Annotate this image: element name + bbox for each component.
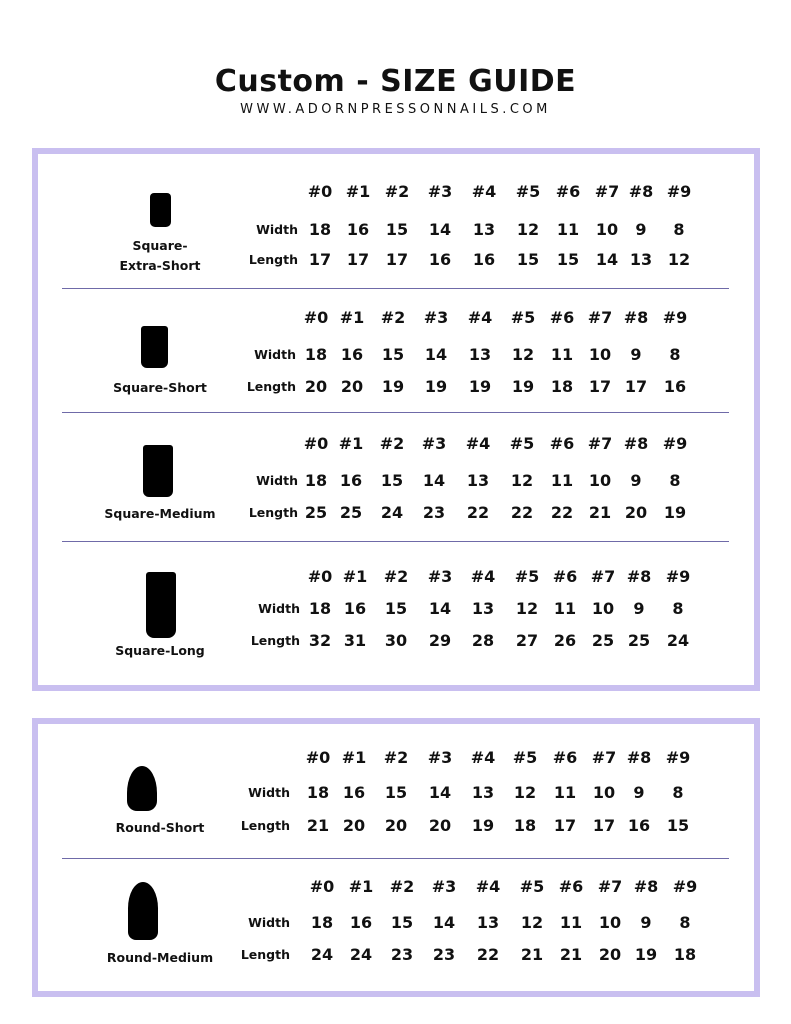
- length-value: 25: [304, 503, 328, 522]
- shape-label: Round-Medium: [106, 950, 214, 965]
- length-value: 24: [666, 631, 690, 650]
- size-label: #4: [470, 748, 496, 767]
- size-label: #8: [626, 567, 652, 586]
- size-label: #3: [427, 748, 453, 767]
- length-value: 14: [595, 250, 619, 269]
- width-value: 12: [520, 913, 544, 932]
- length-value: 20: [598, 945, 622, 964]
- size-label: #0: [303, 308, 329, 327]
- length-value: 30: [384, 631, 408, 650]
- width-value: 13: [476, 913, 500, 932]
- size-label: #5: [512, 748, 538, 767]
- width-value: 18: [304, 471, 328, 490]
- width-value: 10: [588, 345, 612, 364]
- size-label: #0: [307, 567, 333, 586]
- width-row-label: Width: [256, 473, 298, 488]
- length-value: 19: [663, 503, 687, 522]
- width-value: 13: [471, 783, 495, 802]
- shape-label: Square-Long: [115, 643, 205, 658]
- size-label: #5: [515, 182, 541, 201]
- length-value: 19: [511, 377, 535, 396]
- shape-label: Square-Short: [113, 380, 207, 395]
- length-row-label: Length: [248, 505, 298, 520]
- divider: [62, 412, 729, 413]
- length-value: 27: [515, 631, 539, 650]
- length-value: 18: [550, 377, 574, 396]
- length-value: 25: [627, 631, 651, 650]
- size-label: #6: [552, 567, 578, 586]
- square-long-nail-icon: [146, 572, 176, 638]
- length-value: 25: [339, 503, 363, 522]
- length-value: 32: [308, 631, 332, 650]
- size-label: #1: [338, 434, 364, 453]
- size-label: #3: [427, 567, 453, 586]
- length-value: 17: [588, 377, 612, 396]
- size-label: #2: [389, 877, 415, 896]
- size-label: #0: [307, 182, 333, 201]
- size-label: #6: [549, 434, 575, 453]
- width-value: 16: [339, 471, 363, 490]
- length-value: 24: [310, 945, 334, 964]
- length-value: 19: [381, 377, 405, 396]
- size-label: #5: [509, 434, 535, 453]
- width-value: 9: [633, 783, 645, 802]
- width-value: 13: [472, 220, 496, 239]
- length-value: 20: [624, 503, 648, 522]
- width-value: 14: [428, 220, 452, 239]
- length-row-label: Length: [240, 818, 290, 833]
- width-value: 12: [516, 220, 540, 239]
- size-label: #0: [305, 748, 331, 767]
- width-value: 10: [595, 220, 619, 239]
- size-label: #6: [552, 748, 578, 767]
- size-label: #1: [348, 877, 374, 896]
- length-value: 19: [634, 945, 658, 964]
- size-label: #5: [519, 877, 545, 896]
- divider: [62, 858, 729, 859]
- length-value: 17: [308, 250, 332, 269]
- length-value: 24: [380, 503, 404, 522]
- size-label: #4: [475, 877, 501, 896]
- width-value: 18: [304, 345, 328, 364]
- length-value: 18: [673, 945, 697, 964]
- size-label: #3: [423, 308, 449, 327]
- length-value: 22: [510, 503, 534, 522]
- length-value: 20: [384, 816, 408, 835]
- length-value: 21: [559, 945, 583, 964]
- width-value: 16: [349, 913, 373, 932]
- size-label: #3: [427, 182, 453, 201]
- width-row-label: Width: [248, 785, 290, 800]
- length-value: 22: [476, 945, 500, 964]
- width-value: 14: [422, 471, 446, 490]
- size-label: #9: [665, 567, 691, 586]
- width-value: 18: [310, 913, 334, 932]
- length-value: 17: [624, 377, 648, 396]
- length-value: 16: [472, 250, 496, 269]
- divider: [62, 288, 729, 289]
- length-value: 16: [663, 377, 687, 396]
- width-value: 8: [679, 913, 691, 932]
- page-title: Custom - SIZE GUIDE: [214, 64, 577, 99]
- size-label: #6: [549, 308, 575, 327]
- width-value: 13: [468, 345, 492, 364]
- size-label: #7: [587, 308, 613, 327]
- width-value: 12: [513, 783, 537, 802]
- length-value: 17: [592, 816, 616, 835]
- width-value: 18: [308, 220, 332, 239]
- size-label: #7: [591, 748, 617, 767]
- size-label: #7: [597, 877, 623, 896]
- size-label: #2: [384, 182, 410, 201]
- width-row-label: Width: [258, 601, 300, 616]
- length-value: 19: [471, 816, 495, 835]
- width-row-label: Width: [256, 222, 298, 237]
- size-label: #2: [380, 308, 406, 327]
- width-value: 15: [384, 783, 408, 802]
- size-label: #9: [662, 308, 688, 327]
- width-value: 8: [672, 599, 684, 618]
- length-value: 15: [666, 816, 690, 835]
- size-label: #2: [383, 567, 409, 586]
- size-label: #0: [303, 434, 329, 453]
- width-value: 15: [380, 471, 404, 490]
- size-label: #1: [345, 182, 371, 201]
- size-label: #2: [383, 748, 409, 767]
- width-value: 11: [559, 913, 583, 932]
- width-value: 18: [308, 599, 332, 618]
- square-extra-short-nail-icon: [150, 193, 171, 227]
- size-label: #3: [431, 877, 457, 896]
- size-label: #8: [623, 308, 649, 327]
- width-value: 10: [591, 599, 615, 618]
- width-value: 16: [343, 599, 367, 618]
- length-value: 20: [428, 816, 452, 835]
- length-value: 25: [591, 631, 615, 650]
- shape-label: Square-Medium: [104, 506, 216, 521]
- size-label: #4: [465, 434, 491, 453]
- length-value: 17: [346, 250, 370, 269]
- size-label: #5: [510, 308, 536, 327]
- length-value: 15: [556, 250, 580, 269]
- square-short-nail-icon: [141, 326, 168, 368]
- size-label: #2: [379, 434, 405, 453]
- width-value: 9: [635, 220, 647, 239]
- size-label: #0: [309, 877, 335, 896]
- width-value: 10: [598, 913, 622, 932]
- length-value: 23: [422, 503, 446, 522]
- length-value: 12: [667, 250, 691, 269]
- size-label: #6: [558, 877, 584, 896]
- size-label: #4: [467, 308, 493, 327]
- length-value: 17: [385, 250, 409, 269]
- width-value: 10: [592, 783, 616, 802]
- size-label: #8: [633, 877, 659, 896]
- width-value: 8: [673, 220, 685, 239]
- size-label: #9: [666, 182, 692, 201]
- width-value: 9: [630, 345, 642, 364]
- size-label: #1: [339, 308, 365, 327]
- width-value: 15: [385, 220, 409, 239]
- size-label: #7: [590, 567, 616, 586]
- size-label: #8: [623, 434, 649, 453]
- width-value: 11: [556, 220, 580, 239]
- width-value: 8: [669, 471, 681, 490]
- length-value: 24: [349, 945, 373, 964]
- round-short-nail-icon: [127, 766, 157, 811]
- width-value: 11: [550, 471, 574, 490]
- size-label: #5: [514, 567, 540, 586]
- size-label: #7: [587, 434, 613, 453]
- width-value: 14: [428, 783, 452, 802]
- length-value: 23: [390, 945, 414, 964]
- size-label: #8: [628, 182, 654, 201]
- width-row-label: Width: [254, 347, 296, 362]
- width-value: 11: [553, 599, 577, 618]
- width-value: 16: [342, 783, 366, 802]
- size-label: #8: [626, 748, 652, 767]
- size-label: #6: [555, 182, 581, 201]
- shape-label: Round-Short: [115, 820, 205, 835]
- length-value: 23: [432, 945, 456, 964]
- length-value: 19: [424, 377, 448, 396]
- length-value: 31: [343, 631, 367, 650]
- website-url: WWW.ADORNPRESSONNAILS.COM: [240, 102, 551, 117]
- size-label: #9: [662, 434, 688, 453]
- width-value: 13: [466, 471, 490, 490]
- size-label: #4: [470, 567, 496, 586]
- size-label: #1: [341, 748, 367, 767]
- size-label: #7: [594, 182, 620, 201]
- length-row-label: Length: [240, 947, 290, 962]
- length-value: 17: [553, 816, 577, 835]
- width-value: 12: [511, 345, 535, 364]
- length-value: 20: [342, 816, 366, 835]
- width-value: 11: [550, 345, 574, 364]
- length-row-label: Length: [248, 252, 298, 267]
- length-value: 29: [428, 631, 452, 650]
- width-value: 16: [340, 345, 364, 364]
- width-value: 9: [633, 599, 645, 618]
- length-row-label: Length: [246, 379, 296, 394]
- size-label: #4: [471, 182, 497, 201]
- size-label: #1: [342, 567, 368, 586]
- length-value: 21: [588, 503, 612, 522]
- length-value: 13: [629, 250, 653, 269]
- divider: [62, 541, 729, 542]
- width-value: 18: [306, 783, 330, 802]
- width-value: 16: [346, 220, 370, 239]
- length-value: 22: [466, 503, 490, 522]
- width-value: 15: [384, 599, 408, 618]
- length-value: 21: [520, 945, 544, 964]
- width-value: 14: [424, 345, 448, 364]
- width-value: 14: [432, 913, 456, 932]
- length-value: 26: [553, 631, 577, 650]
- width-value: 9: [640, 913, 652, 932]
- length-value: 18: [513, 816, 537, 835]
- width-value: 8: [672, 783, 684, 802]
- square-medium-nail-icon: [143, 445, 173, 497]
- width-row-label: Width: [248, 915, 290, 930]
- size-label: #9: [665, 748, 691, 767]
- length-row-label: Length: [250, 633, 300, 648]
- width-value: 9: [630, 471, 642, 490]
- width-value: 15: [390, 913, 414, 932]
- width-value: 8: [669, 345, 681, 364]
- width-value: 15: [381, 345, 405, 364]
- length-value: 21: [306, 816, 330, 835]
- length-value: 16: [428, 250, 452, 269]
- length-value: 28: [471, 631, 495, 650]
- shape-label: Square- Extra-Short: [119, 238, 201, 273]
- size-label: #3: [421, 434, 447, 453]
- length-value: 20: [340, 377, 364, 396]
- width-value: 12: [515, 599, 539, 618]
- round-medium-nail-icon: [128, 882, 158, 940]
- length-value: 20: [304, 377, 328, 396]
- width-value: 14: [428, 599, 452, 618]
- width-value: 11: [553, 783, 577, 802]
- length-value: 16: [627, 816, 651, 835]
- length-value: 22: [550, 503, 574, 522]
- width-value: 10: [588, 471, 612, 490]
- size-label: #9: [672, 877, 698, 896]
- length-value: 15: [516, 250, 540, 269]
- length-value: 19: [468, 377, 492, 396]
- width-value: 13: [471, 599, 495, 618]
- width-value: 12: [510, 471, 534, 490]
